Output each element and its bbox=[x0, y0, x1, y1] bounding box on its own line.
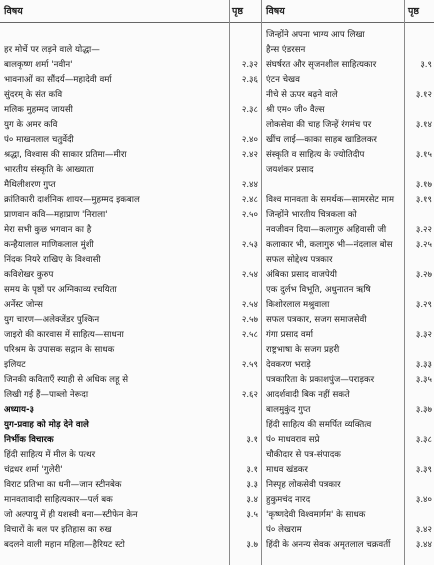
toc-entry-right: हुकुमचंद नारद bbox=[266, 495, 311, 505]
page-number-right: ३.९ bbox=[420, 60, 432, 70]
toc-row bbox=[0, 298, 434, 312]
page-number-right: ३.२९ bbox=[415, 300, 432, 310]
page-number-right: ३.१५ bbox=[415, 150, 432, 160]
toc-entry-left: अर्नेस्ट जोन्स bbox=[4, 300, 43, 310]
toc-entry-left: परिश्रम के उपासक सद्गान के साधक bbox=[4, 345, 115, 355]
toc-entry-left: युग चारण—अलेक्जेंडर पुश्किन bbox=[4, 315, 100, 325]
page-number-left: ३.४ bbox=[246, 495, 258, 505]
header-subject-left: विषय bbox=[4, 6, 23, 17]
toc-entry-left: भारतीय संस्कृति के आख्याता bbox=[4, 165, 94, 175]
page-number-right: ३.२५ bbox=[415, 240, 432, 250]
toc-row bbox=[0, 73, 434, 87]
toc-entry-right: निस्पृह लोकसेवी पत्रकार bbox=[266, 480, 341, 490]
header-subject-right: विषय bbox=[266, 6, 285, 17]
page-number-left: २.५४ bbox=[241, 270, 258, 280]
toc-entry-left: सुंदरम् के संत कवि bbox=[4, 90, 63, 100]
toc-row bbox=[0, 148, 434, 162]
page-number-right: ३.१७ bbox=[415, 180, 432, 190]
table-header bbox=[0, 0, 434, 23]
toc-row bbox=[0, 283, 434, 297]
toc-row bbox=[0, 313, 434, 327]
page-number-left: २.३२ bbox=[241, 60, 258, 70]
toc-entry-right: सफल पत्रकार, सजग समाजसेवी bbox=[266, 315, 367, 325]
page-number-left: ३.१ bbox=[246, 435, 258, 445]
toc-entry-left: समय के पृष्ठों पर अग्निकाव्य रचयिता bbox=[4, 285, 117, 295]
page-number-right: ३.२२ bbox=[415, 225, 432, 235]
toc-row bbox=[0, 433, 434, 447]
page-number-left: २.४८ bbox=[241, 195, 258, 205]
page-number-left: २.५९ bbox=[241, 360, 258, 370]
page-number-right: ३.३८ bbox=[415, 435, 432, 445]
toc-entry-right: जिन्होंने भारतीय चित्रकला को bbox=[266, 210, 357, 220]
toc-entry-left: निंदक नियरे राखिए के विश्वासी bbox=[4, 255, 101, 265]
toc-entry-left: विचारों के बल पर इतिहास का रुख bbox=[4, 525, 112, 535]
toc-entry-left: कन्हैयालाल माणिकलाल मुंशी bbox=[4, 240, 94, 250]
toc-entry-left: जो अल्पायु में ही यशस्वी बना—स्टीफेन केन bbox=[4, 510, 138, 520]
toc-entry-right: जयशंकर प्रसाद bbox=[266, 165, 314, 175]
toc-row bbox=[0, 403, 434, 417]
page-number-left: २.५३ bbox=[241, 240, 258, 250]
toc-entry-left: पं० माखनलाल चतुर्वेदी bbox=[4, 135, 74, 145]
header-page-left: पृष्ठ bbox=[232, 6, 243, 17]
toc-entry-right: 'कृष्णदेवी विश्वमार्गम' के साधक bbox=[266, 510, 366, 520]
toc-entry-left: विराट प्रतिभा का धनी—जान स्टीनबेक bbox=[4, 480, 122, 490]
toc-entry-right: अंबिका प्रसाद वाजपेयी bbox=[266, 270, 337, 280]
page-number-left: २.५८ bbox=[241, 330, 258, 340]
toc-entry-right: एक दुर्लभ विभूति, अधुनातन ऋषि bbox=[266, 285, 371, 295]
toc-row bbox=[0, 178, 434, 192]
toc-entry-right: श्री एम० जी० वैल्स bbox=[266, 105, 325, 115]
toc-entry-right: संघर्षरत और सृजनशील साहित्यकार bbox=[266, 60, 377, 70]
page-number-right: ३.४० bbox=[415, 495, 432, 505]
toc-entry-left: हर मोर्चे पर लड़ने वाले योद्धा— bbox=[4, 45, 100, 55]
toc-entry-left: मैथिलीशरण गुप्त bbox=[4, 180, 56, 190]
page-number-right: ३.१२ bbox=[415, 90, 432, 100]
page-number-left: २.५७ bbox=[241, 315, 258, 325]
toc-entry-right: जिन्होंने अपना भाग्य आप लिखा bbox=[266, 30, 365, 40]
toc-entry-left: हिंदी साहित्य में मील के पत्थर bbox=[4, 450, 96, 460]
toc-row bbox=[0, 328, 434, 342]
toc-entry-left: क्रांतिकारी दार्शनिक शायर—मुहम्मद इकबाल bbox=[4, 195, 140, 205]
page-number-right: ३.१९ bbox=[415, 195, 432, 205]
page-number-left: ३.५ bbox=[246, 510, 258, 520]
toc-row bbox=[0, 118, 434, 132]
toc-row bbox=[0, 163, 434, 177]
toc-row bbox=[0, 373, 434, 387]
page-number-left: २.३६ bbox=[241, 75, 258, 85]
toc-entry-left: प्राणवान कवि—महाप्राण 'निराला' bbox=[4, 210, 108, 220]
toc-entry-right: लोकसेवा की चाह जिन्हें रंगमंच पर bbox=[266, 120, 372, 130]
toc-entry-left: अध्याय-३ bbox=[4, 405, 35, 415]
toc-entry-left: बालकृष्ण शर्मा 'नवीन' bbox=[4, 60, 73, 70]
toc-entry-right: बालमुकुंद गुप्त bbox=[266, 405, 311, 415]
toc-entry-left: श्रद्धा, विश्वास की साकार प्रतिमा—मीरा bbox=[4, 150, 127, 160]
toc-entry-right: सफल सोद्देश्य पत्रकार bbox=[266, 255, 333, 265]
toc-row bbox=[0, 388, 434, 402]
page-number-left: ३.७ bbox=[246, 540, 258, 550]
toc-row bbox=[0, 358, 434, 372]
toc-entry-right: पं० माधवराव सप्रे bbox=[266, 435, 320, 445]
toc-entry-right: पत्रकारिता के प्रकाशपुंज—पराड़कर bbox=[266, 375, 375, 385]
toc-entry-left: इलियट bbox=[4, 360, 26, 370]
page-number-right: ३.१४ bbox=[415, 120, 432, 130]
toc-entry-right: राष्ट्रभाषा के सजग प्रहरी bbox=[266, 345, 340, 355]
toc-row bbox=[0, 448, 434, 462]
toc-row bbox=[0, 103, 434, 117]
toc-entry-right: चौकीदार से पत्र-संपादक bbox=[266, 450, 341, 460]
toc-entry-left: भावनाओं का सौंदर्य—महादेवी वर्मा bbox=[4, 75, 112, 85]
toc-row bbox=[0, 253, 434, 267]
toc-entry-left: चंद्रधर शर्मा 'गुलेरी' bbox=[4, 465, 63, 475]
toc-row bbox=[0, 223, 434, 237]
toc-entry-left: मलिक मुहम्मद जायसी bbox=[4, 105, 73, 115]
page-number-left: २.६२ bbox=[241, 390, 258, 400]
toc-row bbox=[0, 193, 434, 207]
toc-entry-right: नीचे से ऊपर बढ़ने वाले bbox=[266, 90, 338, 100]
toc-entry-right: गंगा प्रसाद वर्मा bbox=[266, 330, 313, 340]
toc-entry-right: आदर्शवादी बिक नहीं सकते bbox=[266, 390, 350, 400]
page-number-left: २.३८ bbox=[241, 105, 258, 115]
page-number-right: ३.३७ bbox=[415, 405, 432, 415]
toc-entry-left: बदलने वाली महान महिला—हैरियट स्टो bbox=[4, 540, 125, 550]
toc-entry-left: मानवतावादी साहित्यकार—पर्ल बक bbox=[4, 495, 113, 505]
toc-entry-left: मेरा सभी कुछ भगवान का है bbox=[4, 225, 92, 235]
toc-entry-right: माधव खंडकर bbox=[266, 465, 308, 475]
toc-row bbox=[0, 508, 434, 522]
toc-entry-left: कविशेखर कुरुप bbox=[4, 270, 54, 280]
page-number-left: २.४२ bbox=[241, 150, 258, 160]
toc-entry-left: युग के अमर कवि bbox=[4, 120, 58, 130]
toc-entry-right: एंटन चेखव bbox=[266, 75, 300, 85]
page-number-left: ३.३ bbox=[246, 480, 258, 490]
page-number-right: ३.२७ bbox=[415, 270, 432, 280]
page-number-right: ३.३५ bbox=[415, 375, 432, 385]
header-page-right: पृष्ठ bbox=[408, 6, 419, 17]
toc-row bbox=[0, 463, 434, 477]
toc-row bbox=[0, 523, 434, 537]
toc-row bbox=[0, 418, 434, 432]
toc-entry-right: विश्व मानवता के समर्थक—सामरसेट माम bbox=[266, 195, 394, 205]
toc-entry-left: जिनकी कविताएँ स्याही से अधिक लहू से bbox=[4, 375, 129, 385]
toc-entry-right: देवकरण भराड़े bbox=[266, 360, 311, 370]
page-number-right: ३.३३ bbox=[415, 360, 432, 370]
toc-row bbox=[0, 268, 434, 282]
toc-row bbox=[0, 58, 434, 72]
toc-row bbox=[0, 208, 434, 222]
page-number-right: ३.४४ bbox=[415, 540, 432, 550]
toc-row bbox=[0, 133, 434, 147]
page-number-left: ३.१ bbox=[246, 465, 258, 475]
toc-row bbox=[0, 238, 434, 252]
toc-row bbox=[0, 493, 434, 507]
page-number-left: २.५४ bbox=[241, 300, 258, 310]
toc-entry-right: हिंदी साहित्य की समर्पित व्यक्तित्व bbox=[266, 420, 372, 430]
toc-entry-right: नवजीवन दिया—कलागुरु अहिवासी जी bbox=[266, 225, 387, 235]
page-number-left: २.४४ bbox=[241, 180, 258, 190]
toc-row bbox=[0, 343, 434, 357]
toc-entry-right: किशोरलाल मश्रुवाला bbox=[266, 300, 330, 310]
page-number-right: ३.३९ bbox=[415, 465, 432, 475]
page-number-right: ३.३२ bbox=[415, 330, 432, 340]
toc-entry-right: पं० लेखराम bbox=[266, 525, 302, 535]
toc-entry-right: खींच लाई—काका साहब खाडिलकर bbox=[266, 135, 377, 145]
toc-entry-left: युग-प्रवाह को मोड़ देने वाले bbox=[4, 420, 89, 430]
toc-entry-left: जाइरो की कारवास में साहित्य—साधना bbox=[4, 330, 124, 340]
toc-row bbox=[0, 88, 434, 102]
toc-row bbox=[0, 538, 434, 552]
toc-entry-right: हिंदी के अनन्य सेवक अमृतलाल चक्रवर्ती bbox=[266, 540, 391, 550]
toc-entry-left: निर्भीक विचारक bbox=[4, 435, 54, 445]
toc-entry-right: संस्कृति व साहित्य के ज्योतिदीप bbox=[266, 150, 365, 160]
page-number-left: २.५० bbox=[241, 210, 258, 220]
toc-row bbox=[0, 478, 434, 492]
page-number-right: ३.४२ bbox=[415, 525, 432, 535]
toc-entry-right: कलाकार भी, कलागुरु भी—नंदलाल बोस bbox=[266, 240, 393, 250]
page-number-left: २.४० bbox=[241, 135, 258, 145]
toc-entry-right: हैन्स एंडरसन bbox=[266, 45, 306, 55]
toc-row bbox=[0, 28, 434, 42]
toc-entry-left: लिखी गई हैं—पाब्लो नेरूदा bbox=[4, 390, 89, 400]
toc-row bbox=[0, 43, 434, 57]
